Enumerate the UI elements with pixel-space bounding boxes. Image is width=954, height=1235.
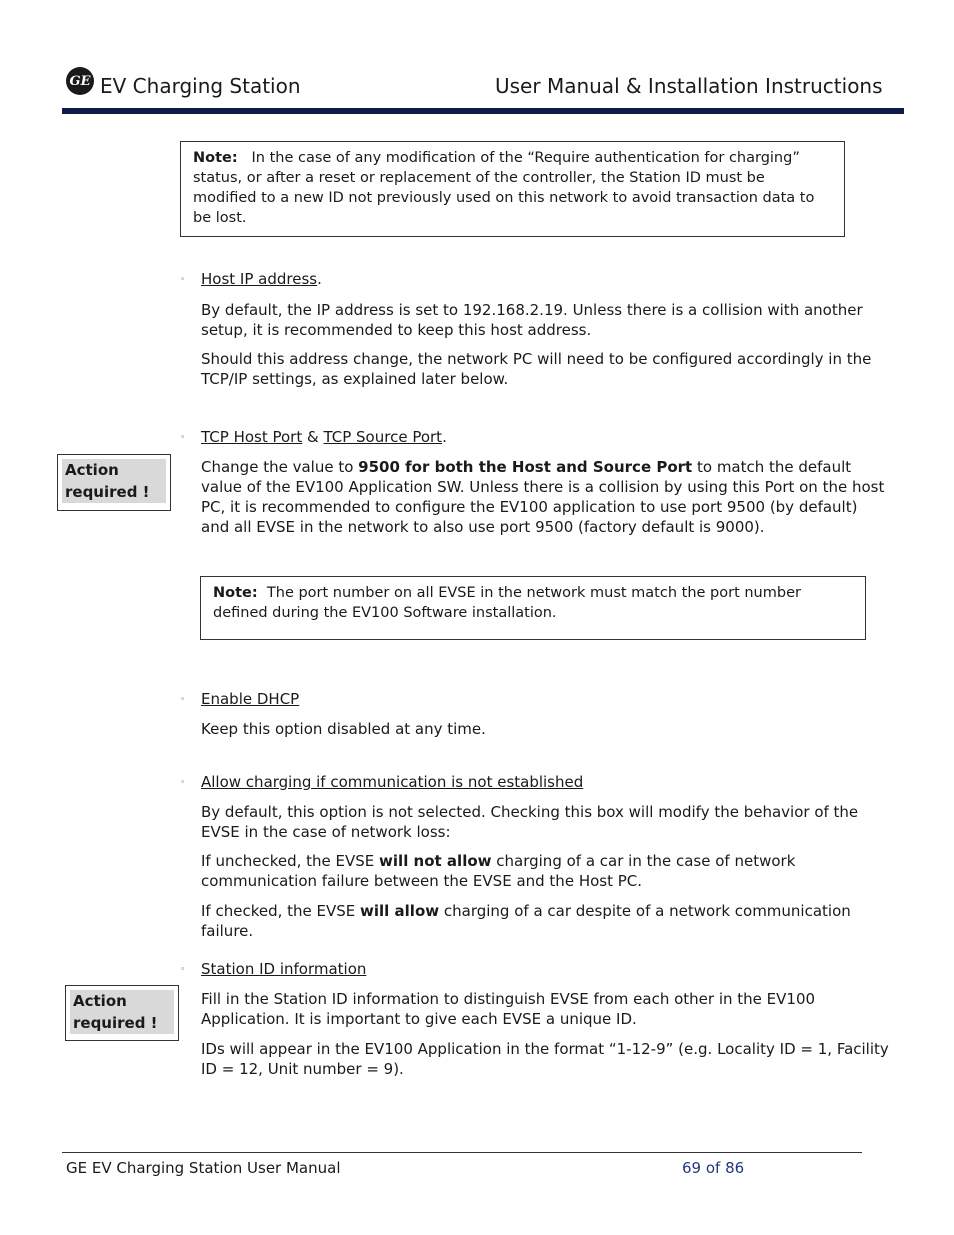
page-number: 69 of 86 (682, 1159, 745, 1177)
footer-rule (62, 1152, 862, 1153)
allow-charging-paragraph-1: By default, this option is not selected. Checking this box will modify the behavior of the EVSE in the case of network loss: (201, 803, 859, 841)
bullet-icon: ◦ (180, 275, 186, 285)
action-required-badge (65, 985, 179, 1041)
bullet-icon: ◦ (180, 433, 186, 443)
action-required-label: Action required ! (62, 459, 166, 503)
action-required-badge (57, 454, 171, 511)
action-required-label: Action required ! (70, 990, 174, 1034)
host-ip-heading: Host IP address. (201, 270, 322, 288)
station-id-paragraph-2: IDs will appear in the EV100 Application in the format “1-12-9” (e.g. Locality ID = 1, Facility ID = 12, Unit number = 9). (201, 1040, 889, 1078)
tcp-port-paragraph: Change the value to 9500 for both the Host and Source Port to match the default value of the EV100 Application SW. Unless there is a collision by using this Port on the host PC, it is recommended to configure the EV100 application to use port 9500 (by default) and all EVSE in the network to also use port 9500 (factory default is 9000). (201, 458, 885, 536)
ge-logo-icon: GE (66, 67, 94, 95)
note-box-authentication (180, 141, 845, 237)
allow-charging-paragraph-3: If checked, the EVSE will allow charging of a car despite of a network communication failure. (201, 902, 851, 940)
dhcp-paragraph: Keep this option disabled at any time. (201, 720, 486, 738)
bullet-icon: ◦ (180, 778, 186, 788)
note-box-port (200, 576, 866, 640)
note-text: Note: The port number on all EVSE in the network must match the port number defined during the EV100 Software installation. (213, 585, 801, 621)
note-text: Note: In the case of any modification of the “Require authentication for charging” status, or after a reset or replacement of the controller, the Station ID must be modified to a new ID not previously used on this network to avoid transaction data to be lost. (193, 150, 815, 226)
station-id-heading: Station ID information (201, 960, 367, 978)
header-rule (62, 108, 904, 114)
footer-title: GE EV Charging Station User Manual (66, 1159, 341, 1177)
bullet-icon: ◦ (180, 965, 186, 975)
dhcp-heading: Enable DHCP (201, 690, 300, 708)
station-id-paragraph-1: Fill in the Station ID information to distinguish EVSE from each other in the EV100 Application. It is important to give each EVSE a unique ID. (201, 990, 816, 1028)
tcp-port-heading: TCP Host Port & TCP Source Port. (201, 428, 447, 446)
host-ip-paragraph-1: By default, the IP address is set to 192.168.2.19. Unless there is a collision with another setup, it is recommended to keep this host address. (201, 301, 863, 339)
note-label: Note: (193, 150, 238, 166)
bullet-icon: ◦ (180, 695, 186, 705)
note-label: Note: (213, 585, 258, 601)
header-left-title: EV Charging Station (100, 74, 301, 98)
header-right-title: User Manual & Installation Instructions (495, 74, 883, 98)
host-ip-paragraph-2: Should this address change, the network PC will need to be configured accordingly in the TCP/IP settings, as explained later below. (201, 350, 872, 388)
allow-charging-paragraph-2: If unchecked, the EVSE will not allow charging of a car in the case of network communication failure between the EVSE and the Host PC. (201, 852, 796, 890)
allow-charging-heading: Allow charging if communication is not established (201, 773, 584, 791)
